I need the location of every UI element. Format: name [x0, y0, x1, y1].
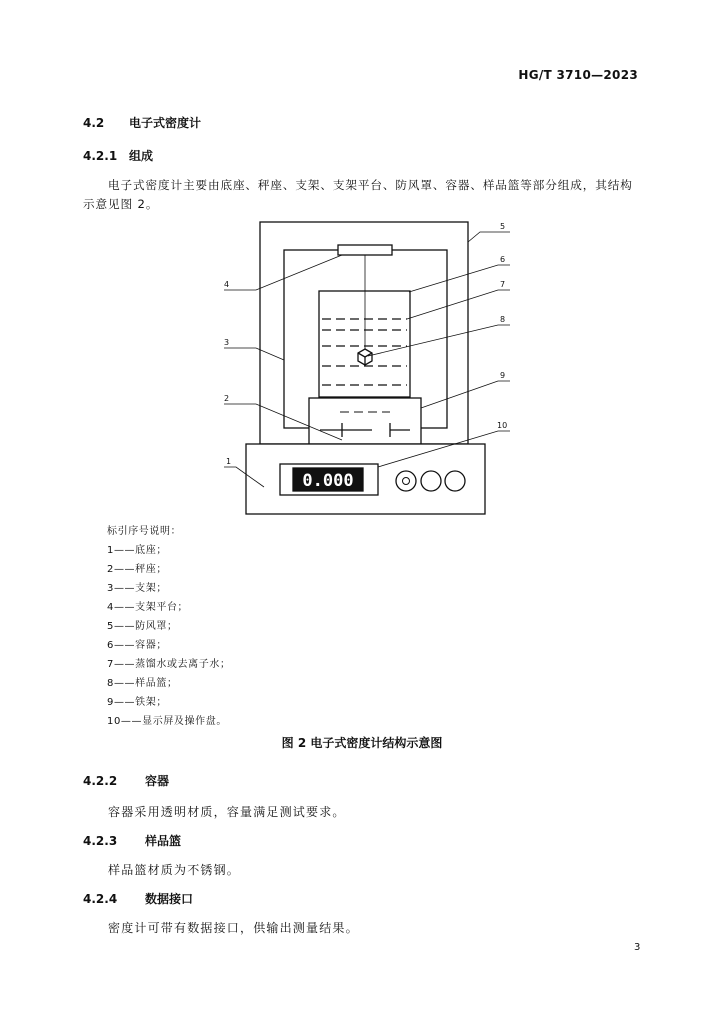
- callout-label: 10: [497, 421, 508, 430]
- section-number: 4.2.1: [83, 149, 118, 163]
- callout-label: 5: [500, 222, 506, 231]
- callout-label: 7: [500, 280, 506, 289]
- legend-item: 8——样品篮；: [107, 678, 178, 689]
- section-4-2-4-heading: [83, 890, 193, 907]
- section-4-2-2-heading: [83, 772, 169, 789]
- legend-item: 10——显示屏及操作盘。: [107, 716, 227, 727]
- frame-platform: [338, 245, 392, 255]
- paragraph: 密度计可带有数据接口，供输出测量结果。: [108, 921, 359, 935]
- callout-label: 6: [500, 255, 506, 264]
- sample-basket: [358, 349, 372, 365]
- iron-stand: [309, 398, 421, 444]
- legend-item: 5——防风罩；: [107, 621, 178, 632]
- legend-item: 7——蒸馏水或去离子水；: [107, 659, 231, 670]
- section-title: 组成: [129, 149, 154, 163]
- callout-label: 8: [500, 315, 506, 324]
- legend-item: 2——秤座；: [107, 564, 167, 575]
- base: [246, 444, 485, 514]
- legend-item: 1——底座；: [107, 545, 167, 556]
- section-number: 4.2.4: [83, 892, 118, 906]
- container: [319, 291, 410, 397]
- paragraph: 样品篮材质为不锈钢。: [108, 863, 241, 877]
- legend-title: 标引序号说明：: [107, 526, 182, 537]
- callout-label: 4: [224, 280, 230, 289]
- callout-label: 9: [500, 371, 506, 380]
- section-4-2-3-heading: [83, 832, 181, 849]
- section-title: 样品篮: [145, 834, 182, 848]
- paragraph-line: 电子式密度计主要由底座、秤座、支架、支架平台、防风罩、容器、样品篮等部分组成，其结构: [108, 178, 633, 192]
- section-title: 数据接口: [145, 892, 194, 906]
- legend-item: 9——铁架；: [107, 697, 167, 708]
- callout-label: 3: [224, 338, 230, 347]
- figure-caption: 图 2 电子式密度计结构示意图: [281, 736, 443, 750]
- page-number: 3: [634, 942, 641, 953]
- section-number: 4.2: [83, 116, 105, 130]
- section-title: 容器: [145, 774, 170, 788]
- section-number: 4.2.2: [83, 774, 118, 788]
- paragraph-line: 示意见图 2。: [83, 197, 159, 211]
- display-readout: 0.000: [302, 471, 354, 491]
- standard-code: HG/T 3710—2023: [518, 68, 638, 82]
- callout-label: 1: [226, 457, 232, 466]
- callout-label: 2: [224, 394, 230, 403]
- section-title: 电子式密度计: [129, 116, 202, 130]
- legend-item: 3——支架；: [107, 583, 167, 594]
- legend-item: 6——容器；: [107, 640, 167, 651]
- paragraph: 容器采用透明材质，容量满足测试要求。: [108, 805, 346, 819]
- section-number: 4.2.3: [83, 834, 118, 848]
- legend-item: 4——支架平台；: [107, 602, 189, 613]
